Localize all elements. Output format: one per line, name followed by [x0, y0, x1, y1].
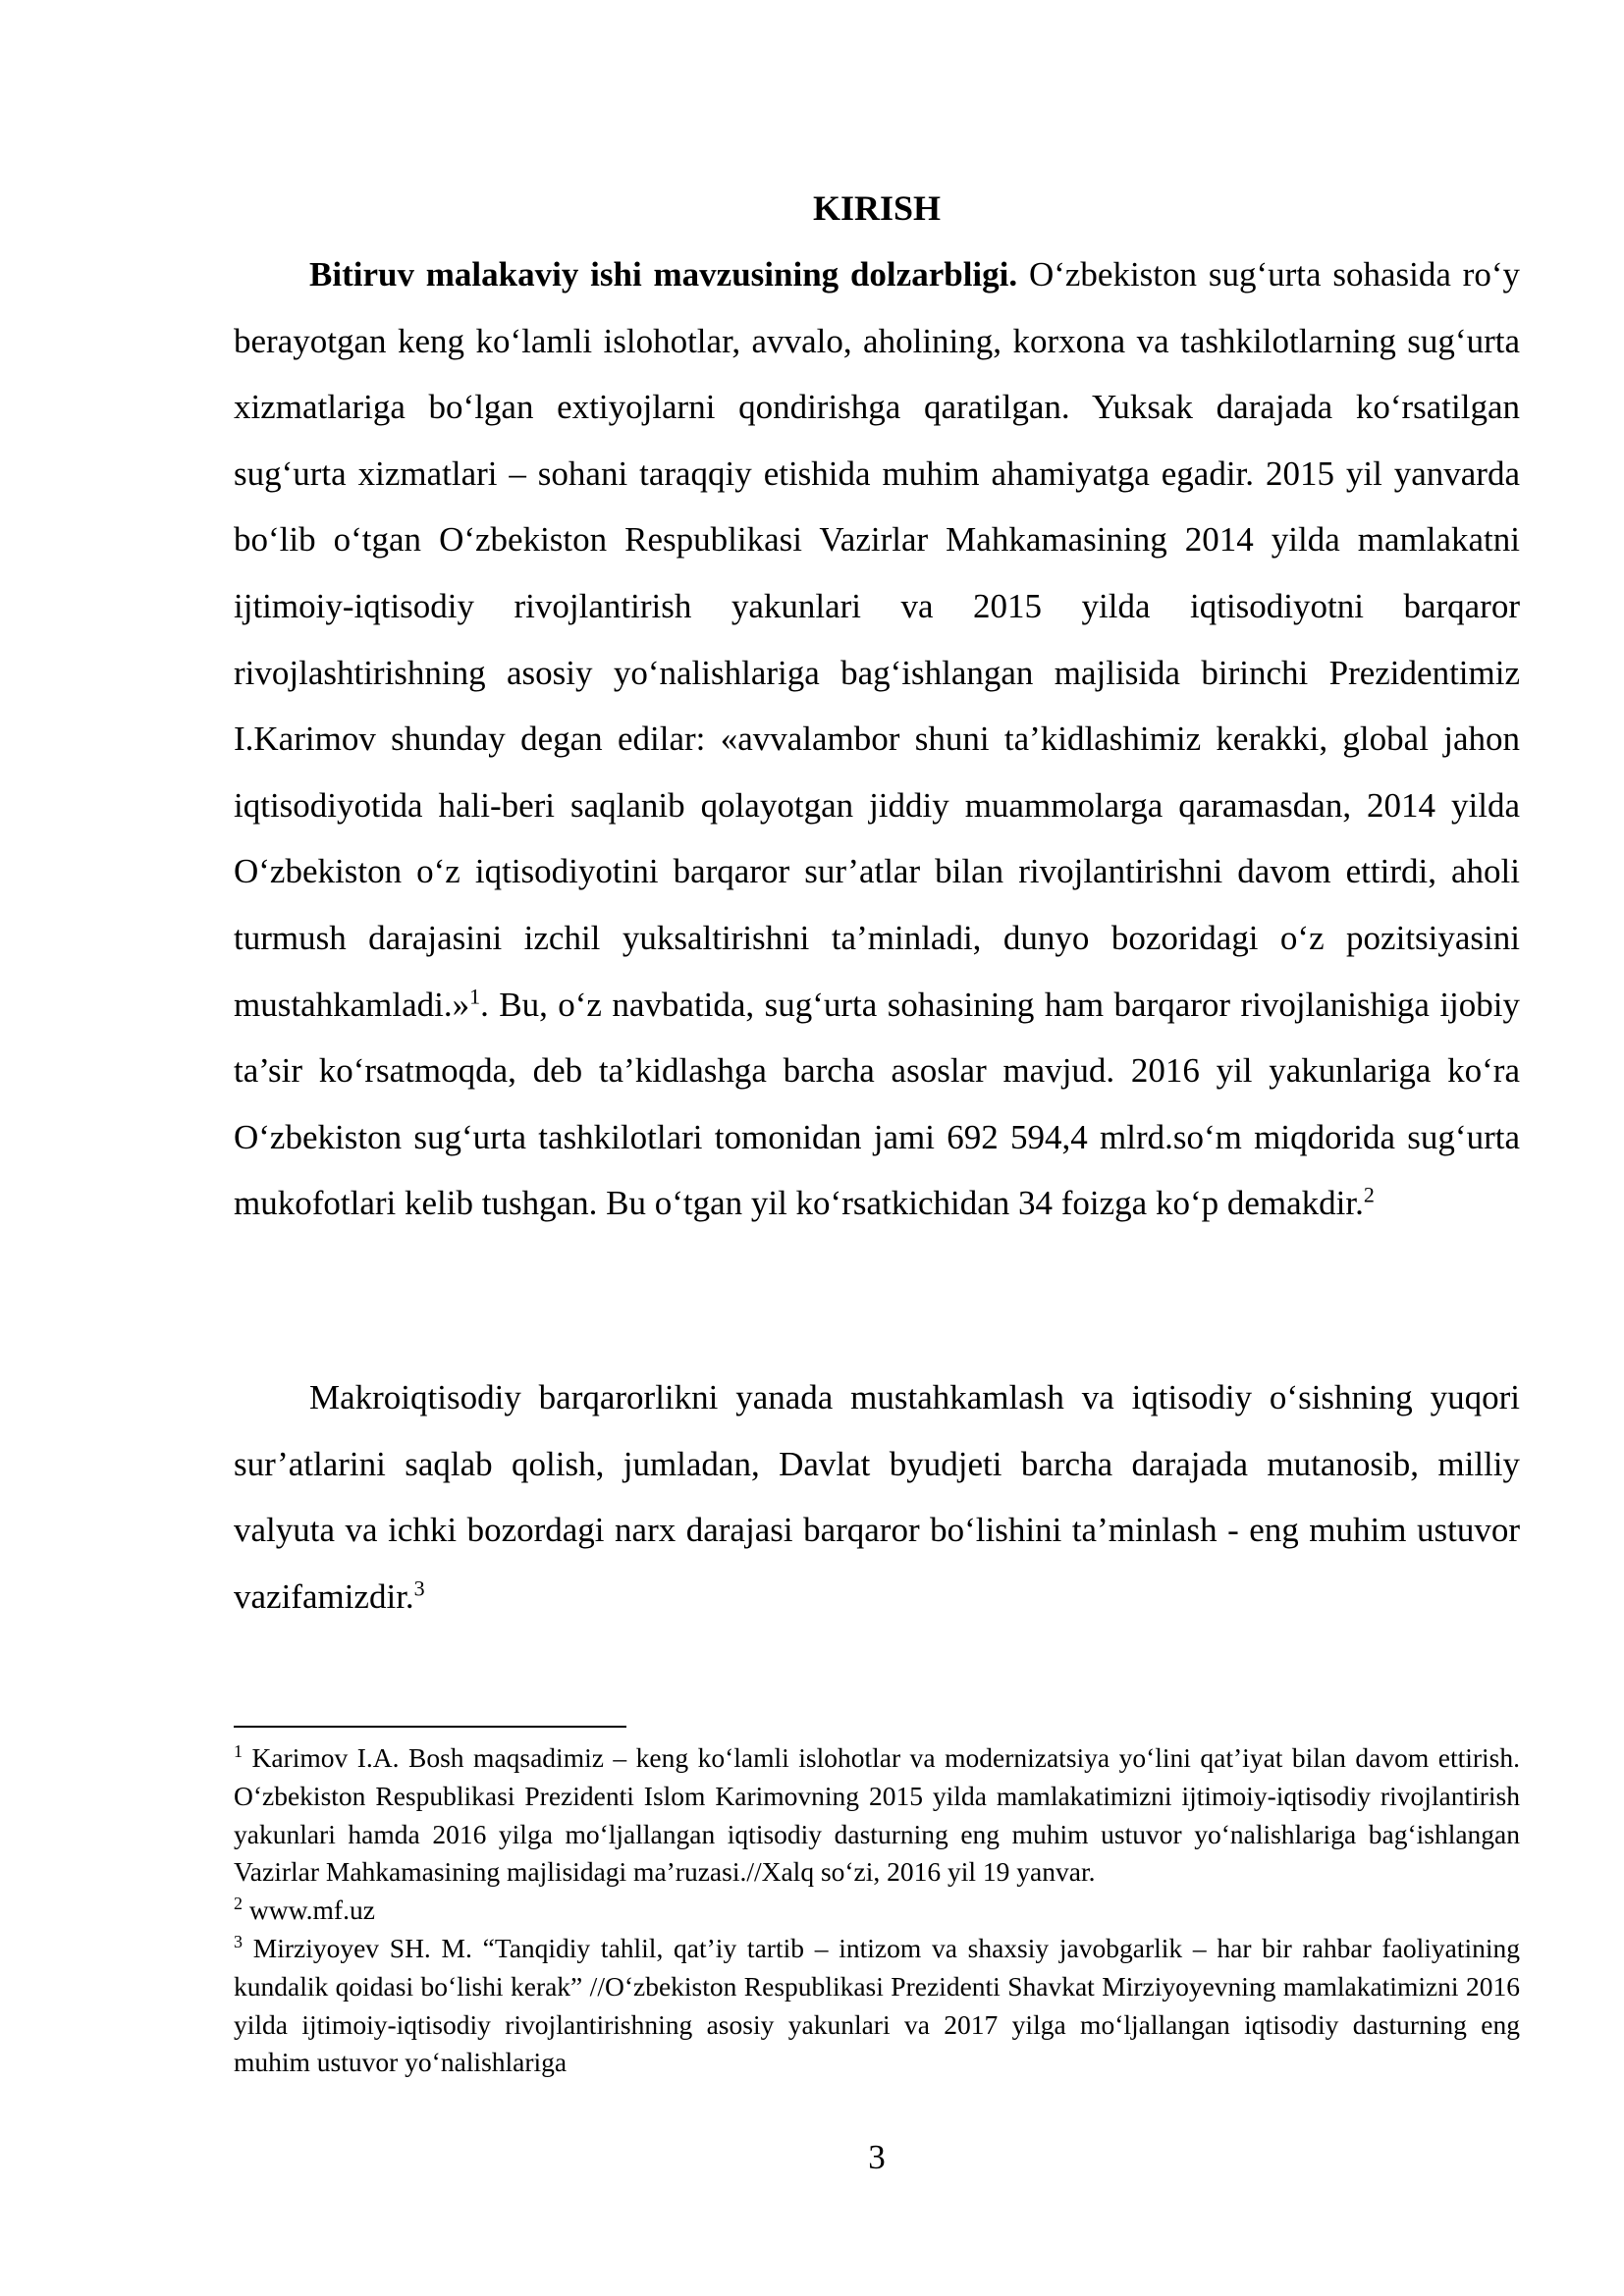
paragraph-text: . Bu, o‘z navbatida, sug‘urta sohasining ham barqaror rivojlanishiga ijobiy ta’sir ko‘rsatmoqda, deb ta’kidlashga barcha asoslar mavjud. 2016 yil yakunlariga ko‘ra O‘zbekiston sug‘urta tashkilotlari tomonidan jami 692 594,4 mlrd.so‘m miqdorida sug‘urta mukofotlari kelib tushgan. Bu o‘tgan yil ko‘rsatkichidan 34 foizga ko‘p demakdir. — [234, 985, 1520, 1223]
page-title: KIRISH — [812, 188, 942, 228]
footnote-text: Karimov I.A. Bosh maqsadimiz – keng ko‘lamli islohotlar va modernizatsiya yo‘lini qat’iyat bilan davom ettirish. O‘zbekiston Respublikasi Prezidenti Islom Karimovning 2015 yilda mamlakatimizni ijtimoiy-iqtisodiy rivojlantirish yakunlari hamda 2016 yilga mo‘ljallangan iqtisodiy dasturning eng muhim ustuvor yo‘nalishlariga bag‘ishlangan Vazirlar Mahkamasining majlisidagi ma’ruzasi.//Xalq so‘zi, 2016 yil 19 yanvar. — [234, 1742, 1520, 1888]
footnote-text: Mirziyoyev SH. M. “Tanqidiy tahlil, qat’iy tartib – intizom va shaxsiy javobgarlik – har bir rahbar faoliyatining kundalik qoidasi bo‘lishi kerak” //O‘zbekiston Respublikasi Prezidenti Shavkat Mirziyoyevning mamlakatimizni 2016 yilda ijtimoiy-iqtisodiy rivojlantirishning asosiy yakunlari va 2017 yilga mo‘ljallangan iqtisodiy dasturning eng muhim ustuvor yo‘nalishlariga — [234, 1932, 1520, 2078]
footnote-2 — [234, 1892, 1520, 1930]
paragraph-lead-heading: Bitiruv malakaviy ishi mavzusining dolzarbligi. — [309, 255, 1018, 294]
paragraph-relevance — [234, 241, 1520, 1237]
footnote-text: www.mf.uz — [243, 1895, 375, 1926]
footnote-ref-2: 2 — [1363, 1182, 1375, 1207]
footnote-ref-3: 3 — [413, 1575, 425, 1601]
footnote-3 — [234, 1930, 1520, 2082]
footnote-ref-1: 1 — [469, 983, 481, 1008]
paragraph-macroeconomic — [234, 1364, 1520, 1629]
footnote-number: 1 — [234, 1740, 243, 1761]
footnote-1 — [234, 1739, 1520, 1892]
page-number: 3 — [868, 2138, 886, 2176]
paragraph-text: O‘zbekiston sug‘urta sohasida ro‘y berayotgan keng ko‘lamli islohotlar, avvalo, aholining, korxona va tashkilotlarning sug‘urta xizmatlariga bo‘lgan extiyojlarni qondirishga qaratilgan. Yuksak darajada ko‘rsatilgan sug‘urta xizmatlari – sohani taraqqiy etishida muhim ahamiyatga egadir. 2015 yil yanvarda bo‘lib o‘tgan O‘zbekiston Respublikasi Vazirlar Mahkamasining 2014 yilda mamlakatni ijtimoiy-iqtisodiy rivojlantirish yakunlari va 2015 yilda iqtisodiyotni barqaror rivojlashtirishning asosiy yo‘nalishlariga bag‘ishlangan majlisida birinchi Prezidentimiz I.Karimov shunday degan edilar: «avvalambor shuni ta’kidlashimiz kerakki, global jahon iqtisodiyotida hali-beri saqlanib qolayotgan jiddiy muammolarga qaramasdan, 2014 yilda O‘zbekiston o‘z iqtisodiyotini barqaror sur’atlar bilan rivojlantirishni davom ettirdi, aholi turmush darajasini izchil yuksaltirishni ta’minladi, dunyo bozoridagi o‘z pozitsiyasini mustahkamladi.» — [234, 255, 1520, 1024]
paragraph-text: Makroiqtisodiy barqarorlikni yanada mustahkamlash va iqtisodiy o‘sishning yuqori sur’atlarini saqlab qolish, jumladan, Davlat byudjeti barcha darajada mutanosib, milliy valyuta va ichki bozordagi narx darajasi barqaror bo‘lishini ta’minlash - eng muhim ustuvor vazifamizdir. — [234, 1378, 1520, 1616]
footnote-number: 2 — [234, 1894, 243, 1914]
document-page — [234, 0, 1520, 2296]
footnote-separator — [234, 1726, 626, 1728]
footnote-number: 3 — [234, 1931, 243, 1951]
footnotes — [234, 1739, 1520, 2082]
